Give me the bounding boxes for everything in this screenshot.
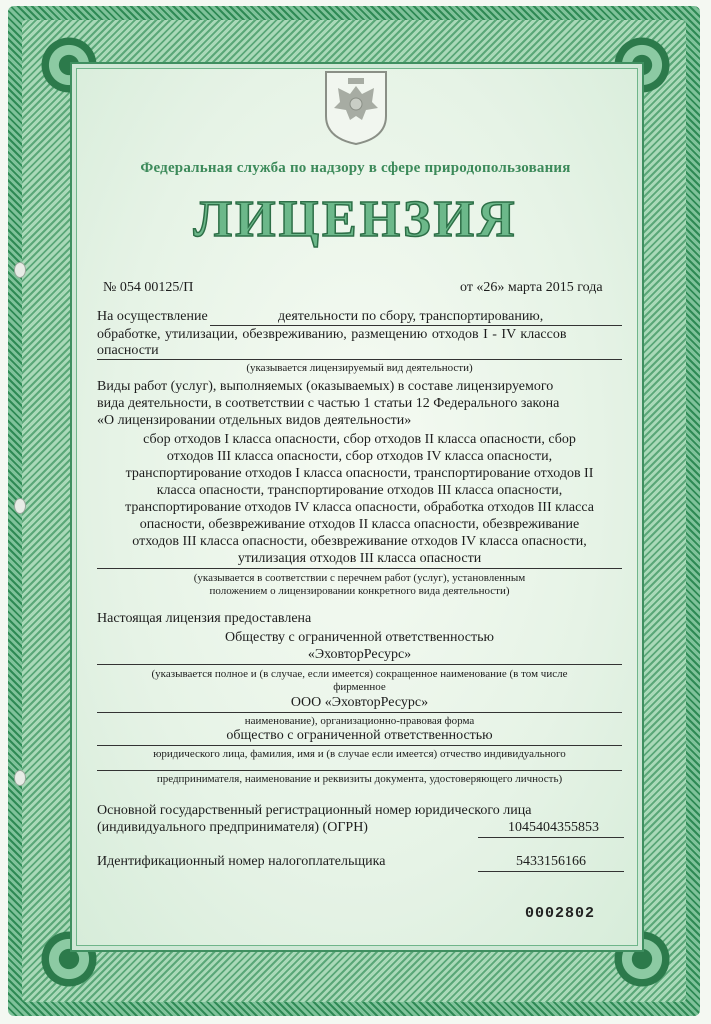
field-caption: предпринимателя, наименование и реквизиты документа, удостоверяющего личность) (156, 773, 563, 785)
works-item: отходов III класса опасности, сбор отходов IV класса опасности, (166, 449, 553, 464)
legal-form: общество с ограниченной ответственностью (226, 728, 493, 743)
activity-label: На осуществление (97, 309, 208, 324)
works-intro: Виды работ (услуг), выполняемых (оказываемых) в составе лицензируемого (97, 379, 554, 394)
underline (478, 837, 624, 838)
underline (210, 325, 622, 326)
works-item: опасности, обезвреживание отходов II класса опасности, обезвреживание (139, 517, 580, 532)
punch-hole (14, 770, 26, 786)
works-item: отходов III класса опасности, обезвреживание отходов IV класса опасности, (132, 534, 587, 549)
underline (478, 871, 624, 872)
works-item: транспортирование отходов I класса опасности, транспортирование отходов II (125, 466, 594, 481)
underline (97, 712, 622, 713)
activity-text: опасности (97, 343, 159, 358)
activity-text: обработке, утилизации, обезвреживанию, размещению отходов I - IV классов (97, 327, 567, 342)
license-date: от «26» марта 2015 года (460, 280, 603, 295)
licensee-short-name: ООО «ЭховторРесурс» (290, 695, 429, 710)
activity-text: деятельности по сбору, транспортированию, (278, 309, 544, 324)
works-item: утилизация отходов III класса опасности (237, 551, 482, 566)
serial-number: 0002802 (525, 905, 596, 922)
underline (97, 568, 622, 569)
coat-of-arms-emblem (320, 68, 392, 146)
underline (97, 359, 622, 360)
inn-value: 5433156166 (516, 854, 586, 869)
underline (97, 745, 622, 746)
field-caption: (указывается в соответствии с перечнем работ (услуг), установленным (193, 572, 526, 584)
works-item: сбор отходов I класса опасности, сбор отходов II класса опасности, сбор (143, 432, 576, 447)
works-item: транспортирование отходов IV класса опасности, обработка отходов III класса (125, 500, 594, 515)
granted-label: Настоящая лицензия предоставлена (97, 611, 312, 626)
underline (97, 770, 622, 771)
document-title: ЛИЦЕНЗИЯ (193, 191, 518, 248)
underline (97, 664, 622, 665)
licensee-full-name: Обществу с ограниченной ответственностью (225, 630, 494, 645)
field-caption: (указывается полное и (в случае, если имеется) сокращенное наименование (в том числе (151, 668, 568, 680)
ogrn-label: Основной государственный регистрационный номер юридического лица (97, 803, 532, 818)
field-caption: юридического лица, фамилия, имя и (в случае если имеется) отчество индивидуального (153, 748, 566, 760)
field-caption: наименование), организационно-правовая форма (244, 715, 475, 727)
license-number: № 054 00125/П (103, 280, 194, 295)
ogrn-label: (индивидуального предпринимателя) (ОГРН) (97, 820, 368, 835)
agency-name: Федеральная служба по надзору в сфере природопользования (140, 160, 571, 176)
works-item: класса опасности, транспортирование отходов III класса опасности, (156, 483, 563, 498)
field-caption: положением о лицензировании конкретного вида деятельности) (209, 585, 510, 597)
ogrn-value: 1045404355853 (508, 820, 599, 835)
licensee-full-name: «ЭховторРесурс» (307, 647, 412, 662)
punch-hole (14, 262, 26, 278)
field-caption: (указывается лицензируемый вид деятельности) (246, 362, 473, 374)
inn-label: Идентификационный номер налогоплательщика (97, 854, 386, 869)
punch-hole (14, 498, 26, 514)
field-caption: фирменное (333, 681, 386, 693)
works-intro: «О лицензировании отдельных видов деятельности» (97, 413, 412, 428)
works-intro: вида деятельности, в соответствии с частью 1 статьи 12 Федерального закона (97, 396, 560, 411)
